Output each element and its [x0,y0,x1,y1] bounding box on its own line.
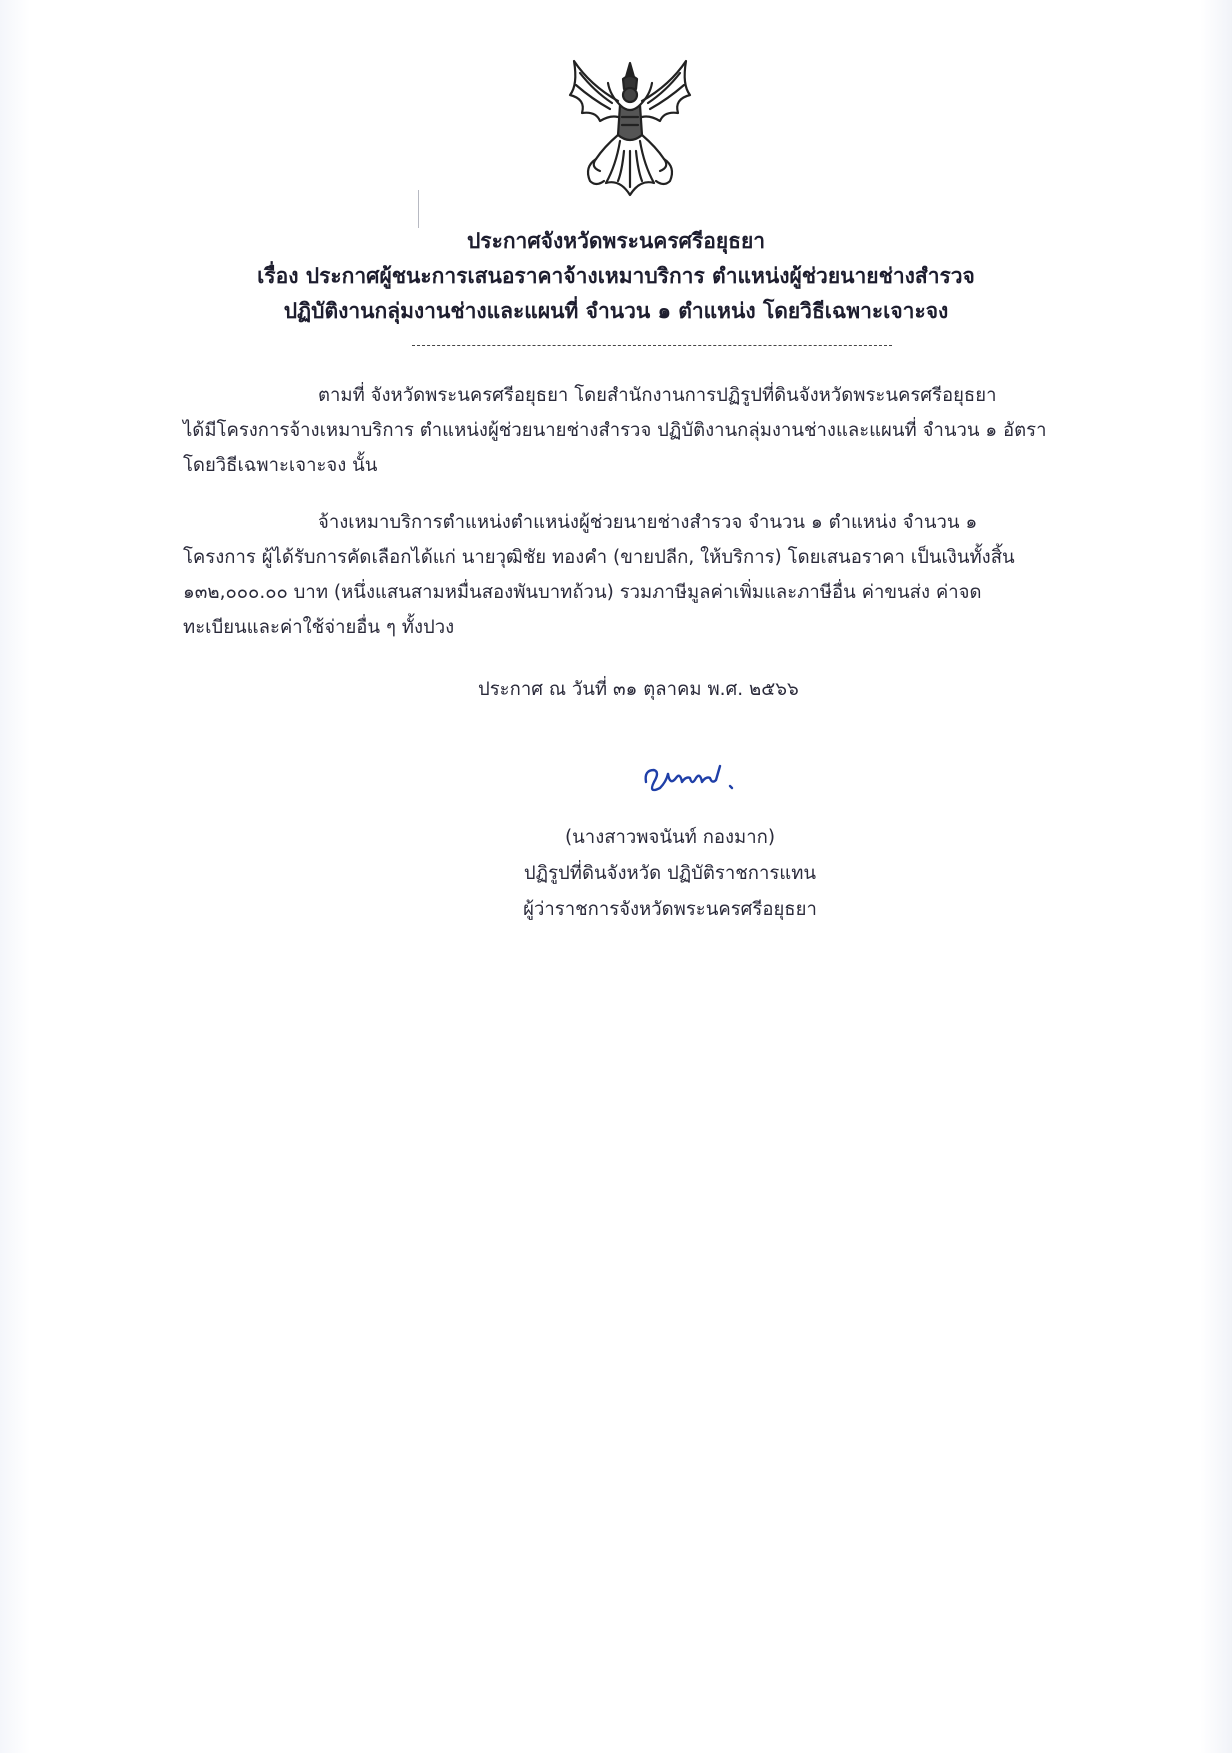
announcement-title: ประกาศจังหวัดพระนครศรีอยุธยา [466,229,766,253]
paragraph-line: ตามที่ จังหวัดพระนครศรีอยุธยา โดยสำนักงานการปฏิรูปที่ดินจังหวัดพระนครศรีอยุธยา [318,385,997,406]
paragraph-winner [183,505,1123,645]
signer-position: ปฏิรูปที่ดินจังหวัด ปฏิบัติราชการแทน [523,863,817,884]
announcement-header [0,224,1232,329]
scan-artifact-line [418,190,419,228]
signer-name: (นางสาวพจนันท์ กองมาก) [564,827,776,848]
subject-line-2: ปฏิบัติงานกลุ่มงานช่างและแผนที่ จำนวน ๑ ตำแหน่ง โดยวิธีเฉพาะเจาะจง [283,299,949,323]
paragraph-project [183,378,1123,483]
paragraph-line: ทะเบียนและค่าใช้จ่ายอื่น ๆ ทั้งปวง [183,617,455,638]
paragraph-line: โครงการ ผู้ได้รับการคัดเลือกได้แก่ นายวุฒิชัย ทองคำ (ขายปลีก, ให้บริการ) โดยเสนอราคา เป็นเงินทั้งสิ้น [183,547,1015,568]
garuda-emblem-icon [560,55,700,215]
announcement-date: ประกาศ ณ วันที่ ๓๑ ตุลาคม พ.ศ. ๒๕๖๖ [478,679,799,700]
dashed-divider [412,345,892,346]
paragraph-line: โดยวิธีเฉพาะเจาะจง นั้น [183,455,378,476]
paragraph-line: จ้างเหมาบริการตำแหน่งตำแหน่งผู้ช่วยนายช่างสำรวจ จำนวน ๑ ตำแหน่ง จำนวน ๑ [318,512,978,533]
handwritten-signature [640,752,750,802]
paragraph-line: ได้มีโครงการจ้างเหมาบริการ ตำแหน่งผู้ช่วยนายช่างสำรวจ ปฏิบัติงานกลุ่มงานช่างและแผนที่ จำนวน ๑ อัตรา [183,420,1047,441]
signer-position: ผู้ว่าราชการจังหวัดพระนครศรีอยุธยา [523,899,817,920]
subject-line-1: เรื่อง ประกาศผู้ชนะการเสนอราคาจ้างเหมาบริการ ตำแหน่งผู้ช่วยนายช่างสำรวจ [257,264,975,288]
paragraph-line: ๑๓๒,๐๐๐.๐๐ บาท (หนึ่งแสนสามหมื่นสองพันบาทถ้วน) รวมภาษีมูลค่าเพิ่มและภาษีอื่น ค่าขนส่ง ค่าจด [183,582,982,603]
signer-block [480,820,860,928]
